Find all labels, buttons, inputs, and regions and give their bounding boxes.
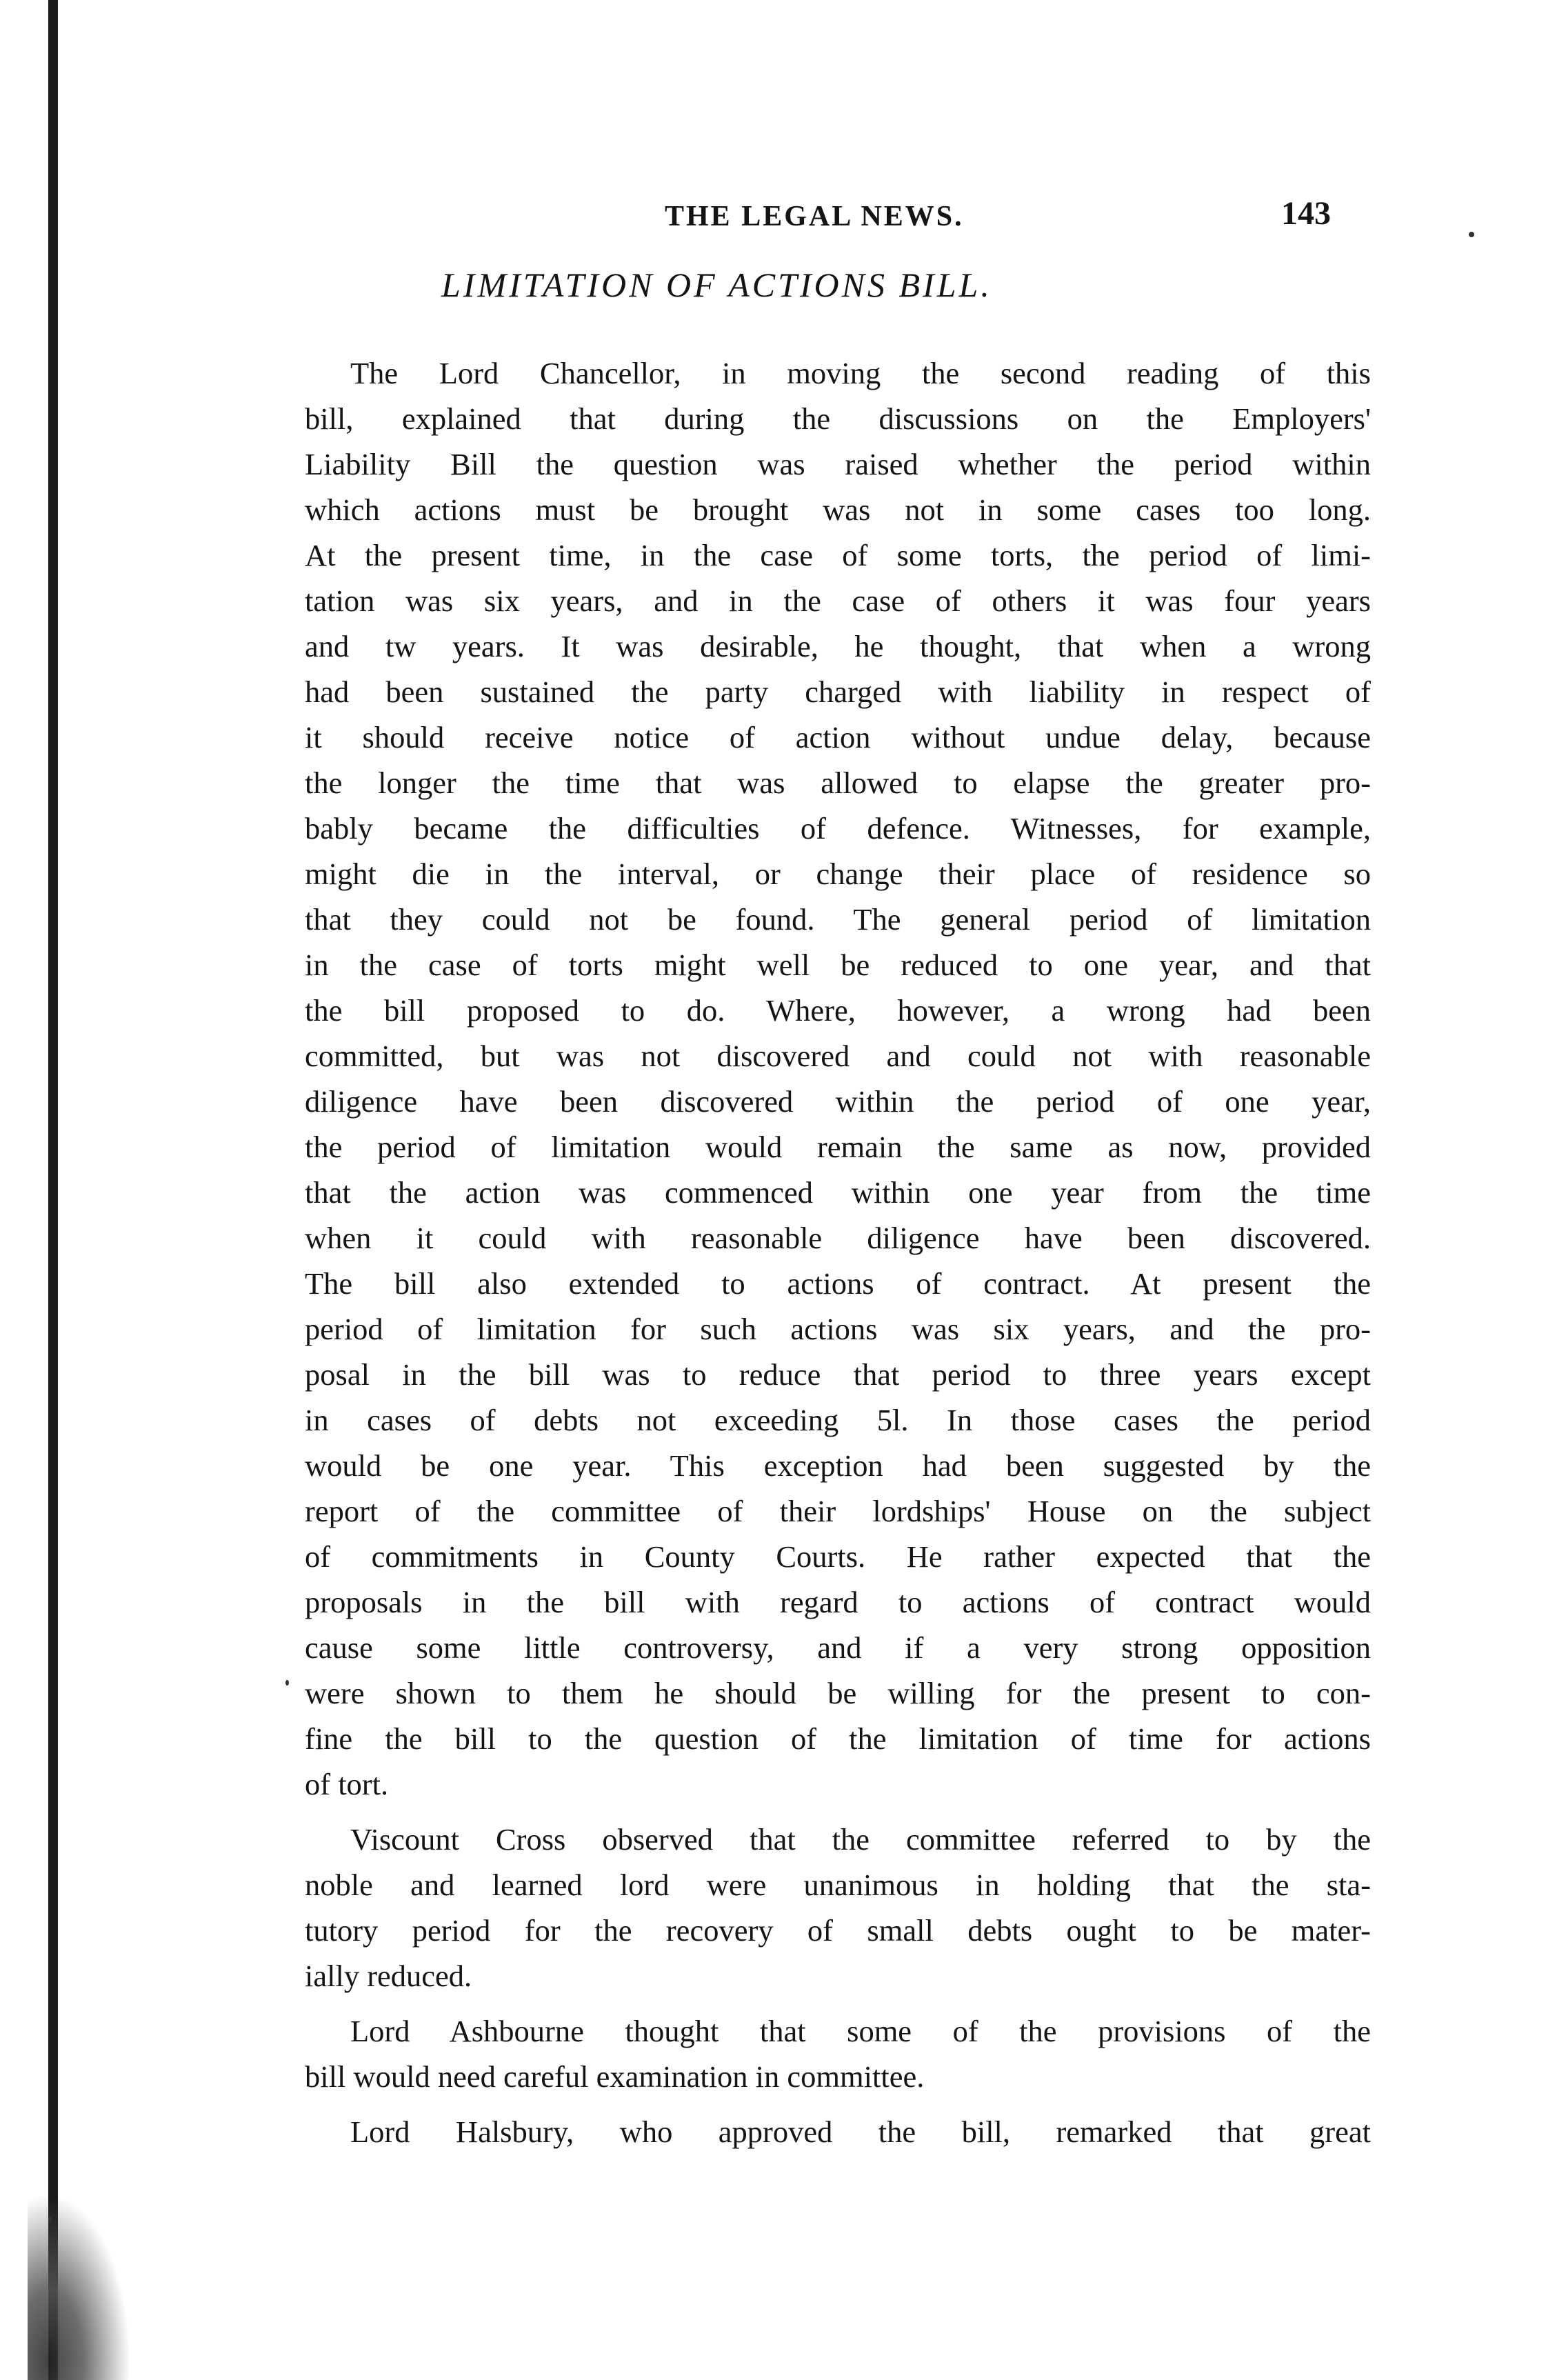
text-line: tation was six years, and in the case of others it was four years bbox=[305, 583, 1371, 618]
paragraph bbox=[305, 2109, 1371, 2154]
text-line: report of the committee of their lordships' House on the subject bbox=[305, 1494, 1371, 1528]
text-line: and tw years. It was desirable, he thought, that when a wrong bbox=[305, 629, 1371, 663]
text-line: proposals in the bill with regard to actions of contract would bbox=[305, 1585, 1371, 1619]
text-line: of commitments in County Courts. He rather expected that the bbox=[305, 1539, 1371, 1574]
article-body bbox=[305, 350, 1371, 2154]
running-head: THE LEGAL NEWS. bbox=[665, 201, 964, 232]
text-line: Lord Ashbourne thought that some of the provisions of the bbox=[350, 2014, 1371, 2048]
paragraph bbox=[305, 350, 1371, 1807]
text-line: cause some little controversy, and if a very strong opposition bbox=[305, 1630, 1371, 1665]
text-line: were shown to them he should be willing for the present to con- bbox=[305, 1676, 1371, 1710]
text-line: The Lord Chancellor, in moving the second reading of this bbox=[350, 356, 1371, 390]
page-number: 143 bbox=[1281, 195, 1331, 232]
text-line: Lord Halsbury, who approved the bill, remarked that great bbox=[350, 2114, 1371, 2149]
text-line: diligence have been discovered within the period of one year, bbox=[305, 1084, 1371, 1119]
text-line: Viscount Cross observed that the committee referred to by the bbox=[350, 1822, 1371, 1857]
text-line: bill, explained that during the discussions on the Employers' bbox=[305, 401, 1371, 436]
text-line: in cases of debts not exceeding 5l. In those cases the period bbox=[305, 1403, 1371, 1437]
text-line: period of limitation for such actions was six years, and the pro- bbox=[305, 1312, 1371, 1346]
text-line: the period of limitation would remain the same as now, provided bbox=[305, 1130, 1371, 1164]
text-line: Liability Bill the question was raised whether the period within bbox=[305, 447, 1371, 481]
text-line: ially reduced. bbox=[305, 1959, 472, 1993]
text-line: in the case of torts might well be reduced to one year, and that bbox=[305, 948, 1371, 982]
text-line: At the present time, in the case of some torts, the period of limi- bbox=[305, 538, 1371, 572]
text-line: the longer the time that was allowed to elapse the greater pro- bbox=[305, 766, 1371, 800]
scan-speck bbox=[285, 1680, 289, 1686]
text-line: of tort. bbox=[305, 1767, 389, 1801]
text-line: had been sustained the party charged with liability in respect of bbox=[305, 674, 1371, 709]
text-line: posal in the bill was to reduce that period to three years except bbox=[305, 1357, 1371, 1392]
paragraph-gap bbox=[305, 2099, 1371, 2109]
text-line: that they could not be found. The general period of limitation bbox=[305, 902, 1371, 937]
text-line: that the action was commenced within one year from the time bbox=[305, 1175, 1371, 1210]
text-line: bill would need careful examination in committee. bbox=[305, 2059, 925, 2094]
paragraph bbox=[305, 2008, 1371, 2099]
binding-edge bbox=[48, 0, 58, 2380]
text-line: would be one year. This exception had been suggested by the bbox=[305, 1448, 1371, 1483]
text-line: committed, but was not discovered and could not with reasonable bbox=[305, 1039, 1371, 1073]
article-title: LIMITATION OF ACTIONS BILL. bbox=[441, 266, 992, 304]
text-line: when it could with reasonable diligence have been discovered. bbox=[305, 1221, 1371, 1255]
text-line: it should receive notice of action without undue delay, because bbox=[305, 720, 1371, 754]
text-line: tutory period for the recovery of small debts ought to be mater- bbox=[305, 1913, 1371, 1948]
text-line: fine the bill to the question of the limitation of time for actions bbox=[305, 1721, 1371, 1756]
text-line: bably became the difficulties of defence. Witnesses, for example, bbox=[305, 811, 1371, 846]
binding-smudge bbox=[28, 2193, 131, 2380]
scan-speck bbox=[1469, 232, 1474, 237]
text-line: might die in the interval, or change their place of residence so bbox=[305, 857, 1371, 891]
paragraph-gap bbox=[305, 1999, 1371, 2008]
text-line: The bill also extended to actions of contract. At present the bbox=[305, 1266, 1371, 1301]
text-line: noble and learned lord were unanimous in holding that the sta- bbox=[305, 1868, 1371, 1902]
scan-speck bbox=[48, 2217, 52, 2223]
text-line: the bill proposed to do. Where, however, a wrong had been bbox=[305, 993, 1371, 1028]
paragraph bbox=[305, 1817, 1371, 1999]
paragraph-gap bbox=[305, 1807, 1371, 1817]
text-line: which actions must be brought was not in some cases too long. bbox=[305, 492, 1371, 527]
